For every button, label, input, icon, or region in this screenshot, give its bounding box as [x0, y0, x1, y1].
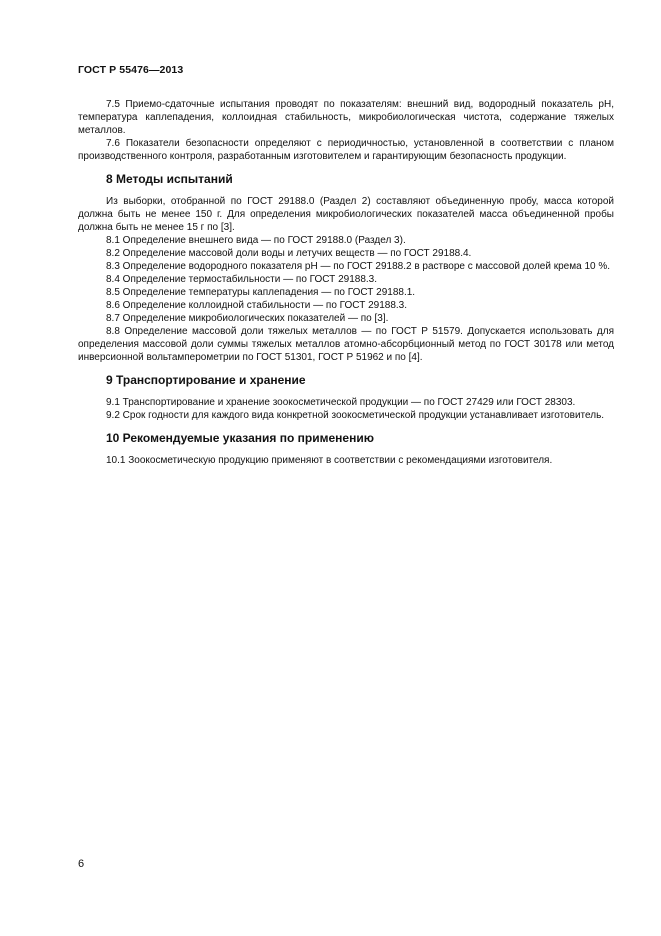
paragraph-9-1: 9.1 Транспортирование и хранение зоокосметической продукции — по ГОСТ 27429 или ГОСТ 28303.	[106, 397, 576, 408]
paragraph-8-2: 8.2 Определение массовой доли воды и летучих веществ — по ГОСТ 29188.4.	[106, 248, 472, 259]
paragraph-8-intro: Из выборки, отобранной по ГОСТ 29188.0 (Раздел 2) составляют объединенную пробу, масса которой должна быть не менее 150 г. Для определения микробиологических показателей масса объединенной пробы должна быть не менее 15 г по [3].	[78, 196, 614, 233]
paragraph-8-8: 8.8 Определение массовой доли тяжелых металлов — по ГОСТ Р 51579. Допускается использовать для определения массовой доли суммы тяжелых металлов атомно-абсорбционный метод по ГОСТ 30178 или метод инверсионной вольтамперометрии по ГОСТ 51301, ГОСТ Р 51962 и по [4].	[78, 326, 614, 363]
paragraph-7-6: 7.6 Показатели безопасности определяют с периодичностью, установленной в соответствии с планом производственного контроля, разработанным изготовителем и гарантирующим безопасность продукции.	[78, 138, 614, 162]
paragraph-10-1: 10.1 Зоокосметическую продукцию применяют в соответствии с рекомендациями изготовителя.	[106, 455, 553, 466]
paragraph-8-1: 8.1 Определение внешнего вида — по ГОСТ 29188.0 (Раздел 3).	[106, 235, 406, 246]
document-body	[78, 98, 614, 467]
paragraph-8-3: 8.3 Определение водородного показателя рН — по ГОСТ 29188.2 в растворе с массовой долей крема 10 %.	[106, 261, 611, 272]
document-header: ГОСТ Р 55476—2013	[78, 64, 184, 76]
paragraph-8-6: 8.6 Определение коллоидной стабильности — по ГОСТ 29188.3.	[106, 300, 408, 311]
section-10-heading: 10 Рекомендуемые указания по применению	[106, 431, 374, 445]
section-8-heading: 8 Методы испытаний	[106, 172, 233, 186]
paragraph-7-5: 7.5 Приемо-сдаточные испытания проводят по показателям: внешний вид, водородный показатель рН, температура каплепадения, коллоидная стабильность, микробиологическая чистота, содержание тяжелых металлов.	[78, 99, 614, 136]
paragraph-8-4: 8.4 Определение термостабильности — по ГОСТ 29188.3.	[106, 274, 377, 285]
page-number: 6	[78, 858, 85, 870]
paragraph-8-7: 8.7 Определение микробиологических показателей — по [3].	[106, 313, 389, 324]
paragraph-9-2: 9.2 Срок годности для каждого вида конкретной зоокосметической продукции устанавливает изготовитель.	[106, 410, 605, 421]
section-9-heading: 9 Транспортирование и хранение	[106, 373, 306, 387]
paragraph-8-5: 8.5 Определение температуры каплепадения — по ГОСТ 29188.1.	[106, 287, 416, 298]
